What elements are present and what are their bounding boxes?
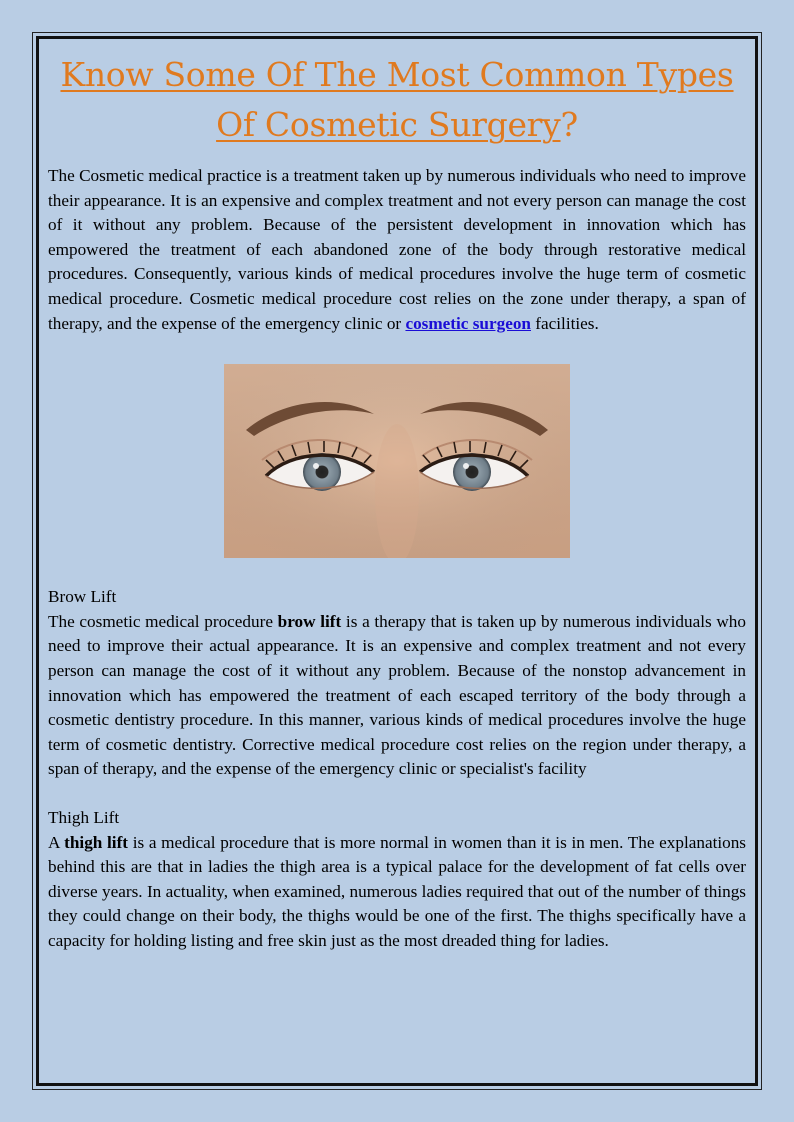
eyes-photo [224,364,570,558]
page-title [48,50,746,150]
brow-lift-heading: Brow Lift [48,587,117,607]
brow-lift-bold: brow lift [277,611,342,631]
thigh-lift-bold: thigh lift [64,832,129,852]
page-title-text: Know Some Of The Most Common Types Of Cosmetic Surgery [60,55,734,144]
eyes-illustration [224,364,570,558]
document-body [48,50,746,953]
thigh-lift-text-start: A [48,832,65,852]
brow-lift-text-start: The cosmetic medical procedure [48,611,278,631]
intro-text: The Cosmetic medical practice is a treatment taken up by numerous individuals who need to improve their appearance. It is an expensive and complex treatment and not every person can manage the cost of it without any problem. Because of the persistent development in innovation which has empowered the treatment of each abandoned zone of the body through restorative medical procedures. Consequently, various kinds of medical procedures involve the huge term of cosmetic medical procedure. Cosmetic medical procedure cost relies on the zone under therapy, a span of therapy, and the expense of the emergency clinic or [48,166,746,333]
brow-lift-paragraph [48,610,746,782]
thigh-lift-paragraph [48,831,746,954]
thigh-lift-text: is a medical procedure that is more normal in women than it is in men. The explanations behind this are that in ladies the thigh area is a typical palace for the development of fat cells over diverse years. In actuality, when examined, numerous ladies required that out of the number of things they could change on their body, the thighs would be one of the first. The thighs specifically have a capacity for holding listing and free skin just as the most dreaded thing for ladies. [48,832,746,950]
thigh-lift-heading: Thigh Lift [48,807,120,827]
brow-lift-text: is a therapy that is taken up by numerous individuals who need to improve their actual appearance. It is an expensive and complex treatment and not every person can manage the cost of it without any problem. Because of the nonstop advancement in innovation which has empowered the treatment of each escaped territory of the body through a cosmetic dentistry procedure. In this manner, various kinds of medical procedures involve the huge term of cosmetic dentistry. Corrective medical procedure cost relies on the region under therapy, a span of therapy, and the expense of the emergency clinic or specialist's facility [48,611,746,779]
intro-text-end: facilities. [531,313,599,333]
page-title-tail: ? [560,105,578,144]
cosmetic-surgeon-link[interactable]: cosmetic surgeon [405,313,531,333]
intro-paragraph [48,164,746,336]
